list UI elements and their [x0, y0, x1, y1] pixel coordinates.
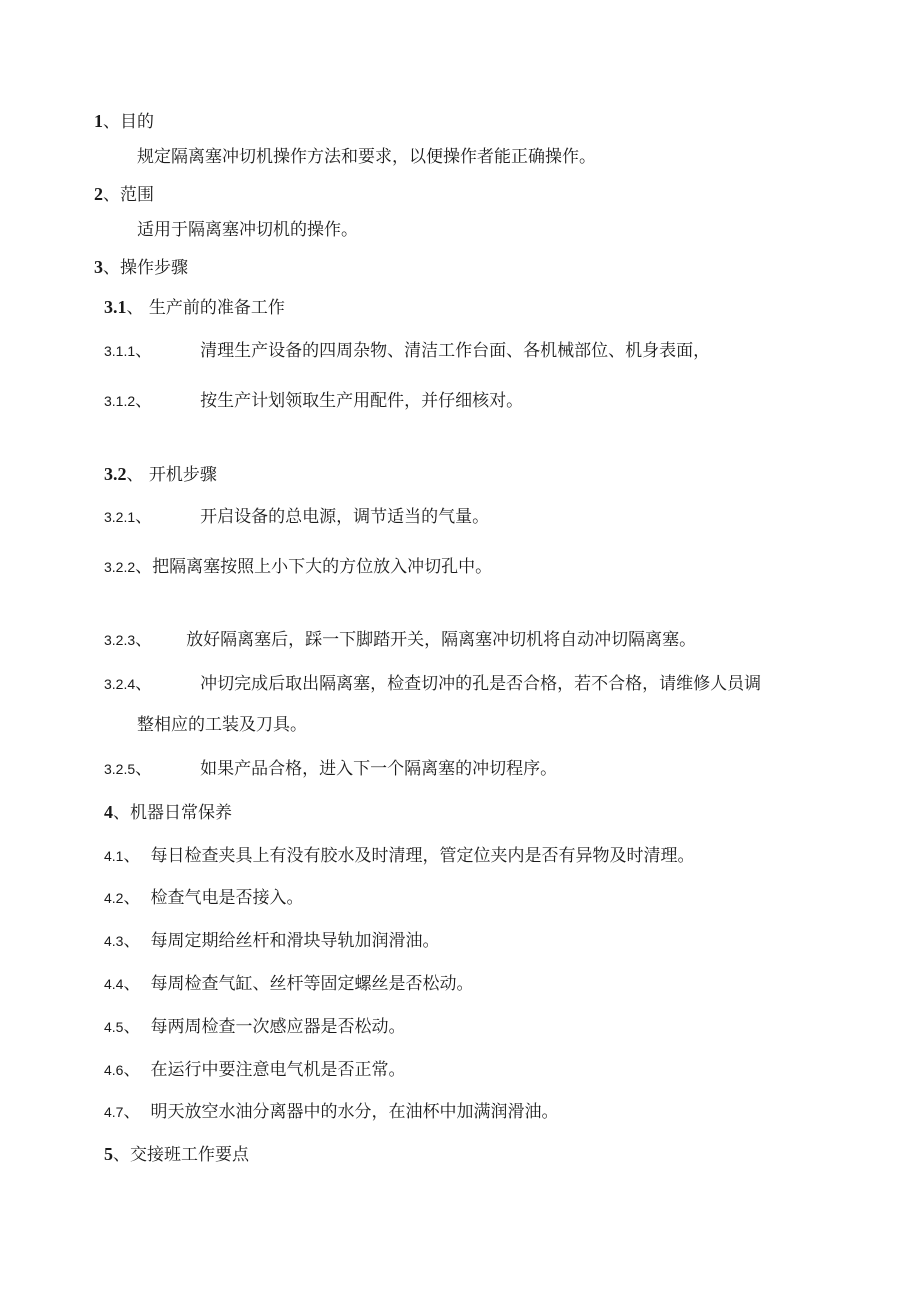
- item-separator: 、: [123, 1017, 141, 1037]
- item-separator: 、: [135, 341, 153, 361]
- item-number: 3.2.4: [104, 676, 136, 692]
- item-separator: 、: [123, 1060, 141, 1080]
- item-separator: 、: [135, 674, 153, 694]
- item-3-2-4: [104, 673, 761, 695]
- item-4-6: [104, 1059, 405, 1081]
- item-3-1-1: [104, 340, 710, 362]
- section-number: 5: [104, 1144, 113, 1164]
- item-3-2-1: [104, 506, 489, 528]
- item-separator: 、: [135, 759, 153, 779]
- item-text: 如果产品合格，进入下一个隔离塞的冲切程序。: [200, 759, 558, 779]
- item-number: 4.3: [104, 933, 124, 949]
- item-number: 4.1: [104, 848, 124, 864]
- item-4-3: [104, 930, 439, 952]
- item-3-2-3: [104, 629, 696, 651]
- item-separator: 、: [123, 1102, 141, 1122]
- item-text: 每两周检查一次感应器是否松动。: [150, 1017, 406, 1037]
- section-1-heading: [94, 110, 154, 133]
- item-text: 开启设备的总电源，调节适当的气量。: [200, 507, 490, 527]
- section-5-heading: [104, 1143, 249, 1166]
- item-number: 4.4: [104, 976, 124, 992]
- section-title: 、目的: [103, 112, 154, 132]
- item-4-4: [104, 973, 473, 995]
- item-text: 放好隔离塞后，踩一下脚踏开关，隔离塞冲切机将自动冲切隔离塞。: [186, 630, 697, 650]
- item-separator: 、: [135, 557, 153, 577]
- item-text: 检查气电是否接入。: [150, 888, 304, 908]
- item-4-2: [104, 887, 303, 909]
- item-text: 按生产计划领取生产用配件，并仔细核对。: [200, 391, 524, 411]
- item-4-1: [104, 845, 694, 867]
- item-number: 3.1.2: [104, 393, 136, 409]
- section-title: 、范围: [103, 185, 154, 205]
- item-separator: 、: [123, 974, 141, 994]
- item-text: 明天放空水油分离器中的水分，在油杯中加满润滑油。: [150, 1102, 559, 1122]
- section-title: 、 开机步骤: [126, 465, 217, 485]
- item-3-1-2: [104, 390, 523, 412]
- section-title: 、操作步骤: [103, 258, 188, 278]
- item-number: 4.7: [104, 1104, 124, 1120]
- section-number: 3.2: [104, 464, 127, 484]
- item-4-7: [104, 1101, 558, 1123]
- item-number: 3.1.1: [104, 343, 136, 359]
- item-separator: 、: [135, 507, 153, 527]
- item-text: 每日检查夹具上有没有胶水及时清理，管定位夹内是否有异物及时清理。: [150, 846, 695, 866]
- section-4-heading: [104, 801, 232, 824]
- section-number: 2: [94, 184, 103, 204]
- item-number: 3.2.5: [104, 761, 136, 777]
- item-3-2-5: [104, 758, 557, 780]
- item-separator: 、: [123, 888, 141, 908]
- section-3-2-heading: [104, 463, 217, 486]
- item-number: 3.2.3: [104, 632, 136, 648]
- item-3-2-4-continuation: 整相应的工装及刀具。: [137, 715, 307, 735]
- item-separator: 、: [123, 931, 141, 951]
- item-4-5: [104, 1016, 405, 1038]
- section-3-heading: [94, 256, 188, 279]
- section-number: 3: [94, 257, 103, 277]
- section-2-body: 适用于隔离塞冲切机的操作。: [137, 220, 358, 240]
- section-1-body: 规定隔离塞冲切机操作方法和要求，以便操作者能正确操作。: [137, 147, 596, 167]
- item-number: 3.2.2: [104, 559, 136, 575]
- item-separator: 、: [135, 630, 153, 650]
- item-text: 每周检查气缸、丝杆等固定螺丝是否松动。: [150, 974, 474, 994]
- item-number: 4.2: [104, 890, 124, 906]
- section-number: 3.1: [104, 297, 127, 317]
- item-number: 4.5: [104, 1019, 124, 1035]
- item-text: 在运行中要注意电气机是否正常。: [150, 1060, 406, 1080]
- item-text: 清理生产设备的四周杂物、清洁工作台面、各机械部位、机身表面，: [200, 341, 711, 361]
- item-number: 3.2.1: [104, 509, 136, 525]
- section-number: 1: [94, 111, 103, 131]
- section-3-1-heading: [104, 296, 285, 319]
- item-text: 把隔离塞按照上小下大的方位放入冲切孔中。: [152, 557, 493, 577]
- item-separator: 、: [135, 391, 153, 411]
- section-number: 4: [104, 802, 113, 822]
- item-separator: 、: [123, 846, 141, 866]
- section-title: 、交接班工作要点: [113, 1145, 249, 1165]
- section-2-heading: [94, 183, 154, 206]
- item-text: 冲切完成后取出隔离塞，检查切冲的孔是否合格，若不合格，请维修人员调: [200, 674, 762, 694]
- section-title: 、机器日常保养: [113, 803, 232, 823]
- section-title: 、 生产前的准备工作: [126, 298, 285, 318]
- item-3-2-2: [104, 556, 492, 578]
- item-text: 每周定期给丝杆和滑块导轨加润滑油。: [150, 931, 440, 951]
- item-number: 4.6: [104, 1062, 124, 1078]
